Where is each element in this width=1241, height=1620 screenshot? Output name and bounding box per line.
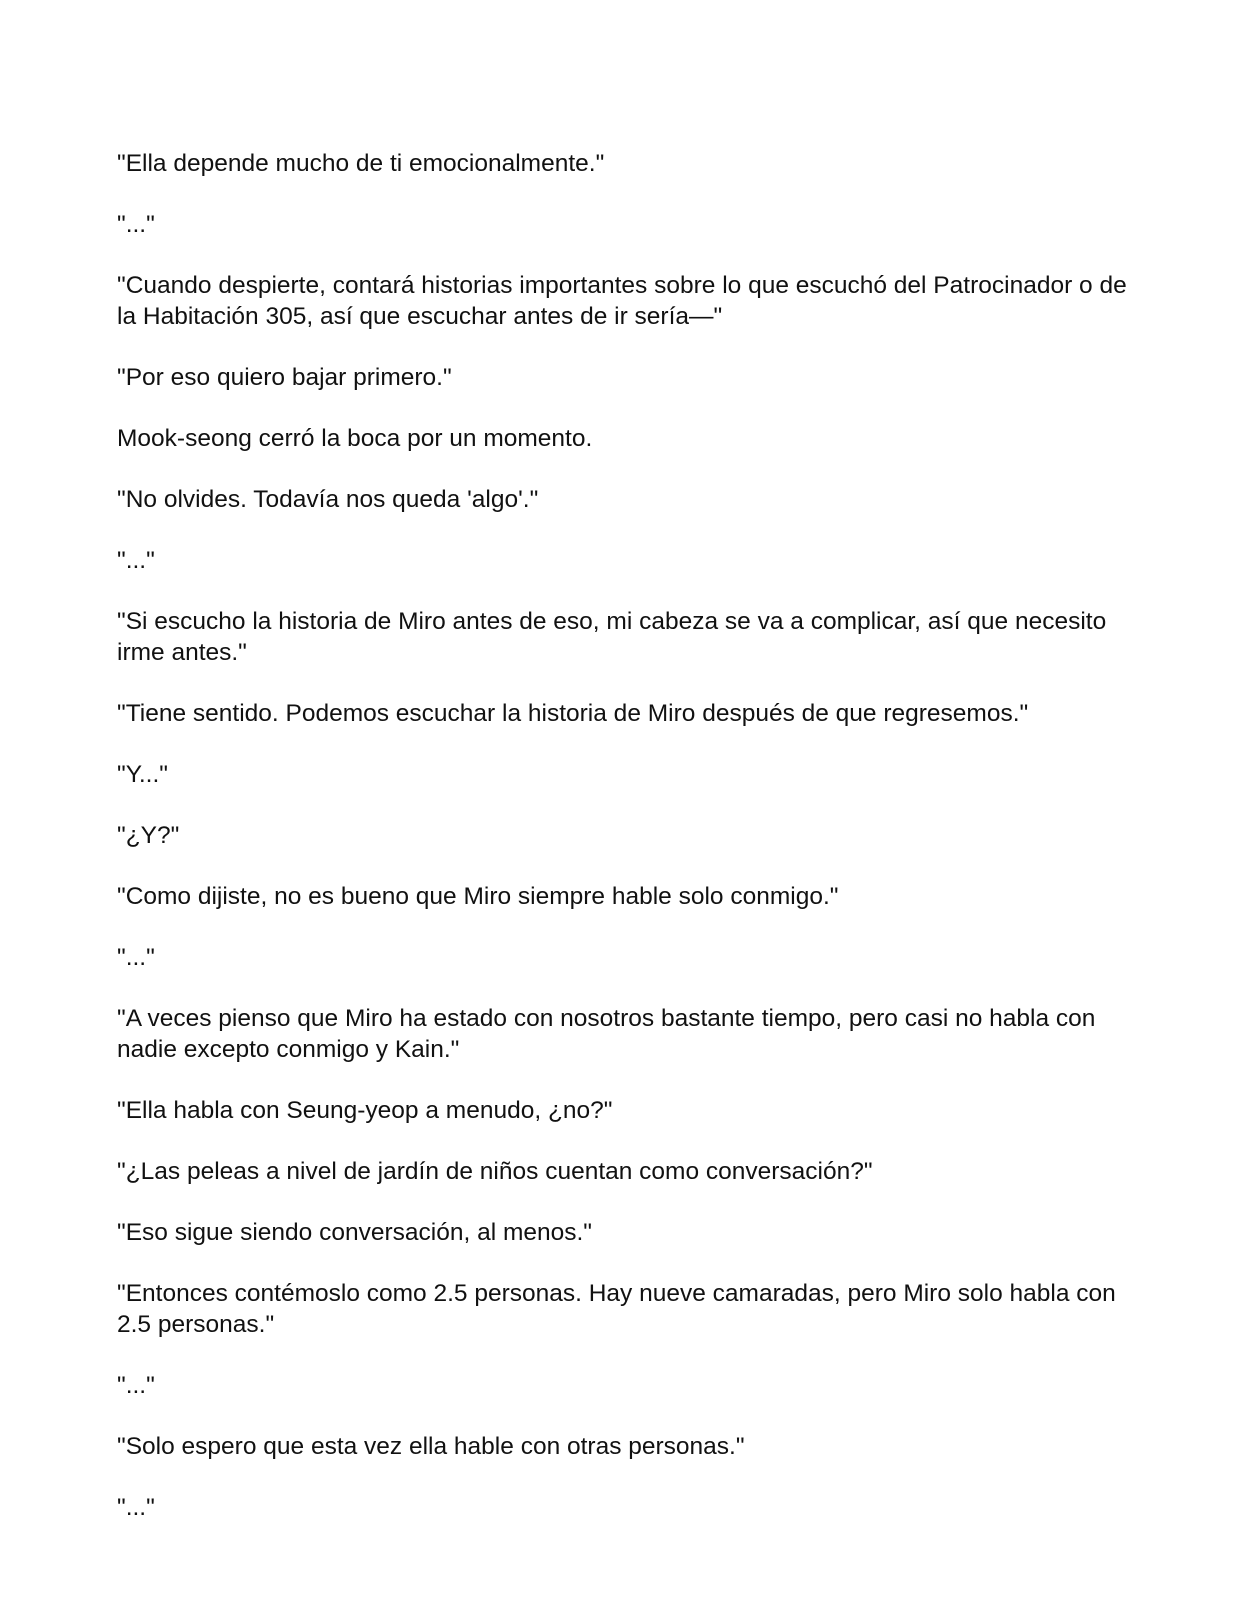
- paragraph: "Eso sigue siendo conversación, al menos.": [117, 1219, 592, 1246]
- paragraph: "...": [117, 944, 155, 971]
- document-body: [117, 148, 1127, 1553]
- paragraph: "¿Las peleas a nivel de jardín de niños cuentan como conversación?": [117, 1158, 873, 1185]
- paragraph: "...": [117, 1494, 155, 1521]
- paragraph: "A veces pienso que Miro ha estado con nosotros bastante tiempo, pero casi no habla con nadie excepto conmigo y Kain.": [117, 1005, 1096, 1063]
- paragraph: "Tiene sentido. Podemos escuchar la historia de Miro después de que regresemos.": [117, 700, 1029, 727]
- paragraph: "Y...": [117, 761, 168, 788]
- paragraph: "...": [117, 547, 155, 574]
- paragraph: "Como dijiste, no es bueno que Miro siempre hable solo conmigo.": [117, 883, 839, 910]
- paragraph: "...": [117, 1372, 155, 1399]
- paragraph: "Si escucho la historia de Miro antes de eso, mi cabeza se va a complicar, así que necesito irme antes.": [117, 608, 1107, 666]
- paragraph: "Por eso quiero bajar primero.": [117, 364, 452, 391]
- paragraph: "Ella depende mucho de ti emocionalmente.": [117, 150, 605, 177]
- paragraph: "No olvides. Todavía nos queda 'algo'.": [117, 486, 539, 513]
- paragraph: "Ella habla con Seung-yeop a menudo, ¿no?": [117, 1097, 613, 1124]
- paragraph: "Cuando despierte, contará historias importantes sobre lo que escuchó del Patrocinador o de la Habitación 305, así que escuchar antes de ir sería—": [117, 272, 1127, 330]
- paragraph: Mook-seong cerró la boca por un momento.: [117, 425, 593, 452]
- paragraph: "¿Y?": [117, 822, 180, 849]
- paragraph: "Entonces contémoslo como 2.5 personas. Hay nueve camaradas, pero Miro solo habla con 2.5 personas.": [117, 1280, 1116, 1338]
- paragraph: "...": [117, 211, 155, 238]
- paragraph: "Solo espero que esta vez ella hable con otras personas.": [117, 1433, 745, 1460]
